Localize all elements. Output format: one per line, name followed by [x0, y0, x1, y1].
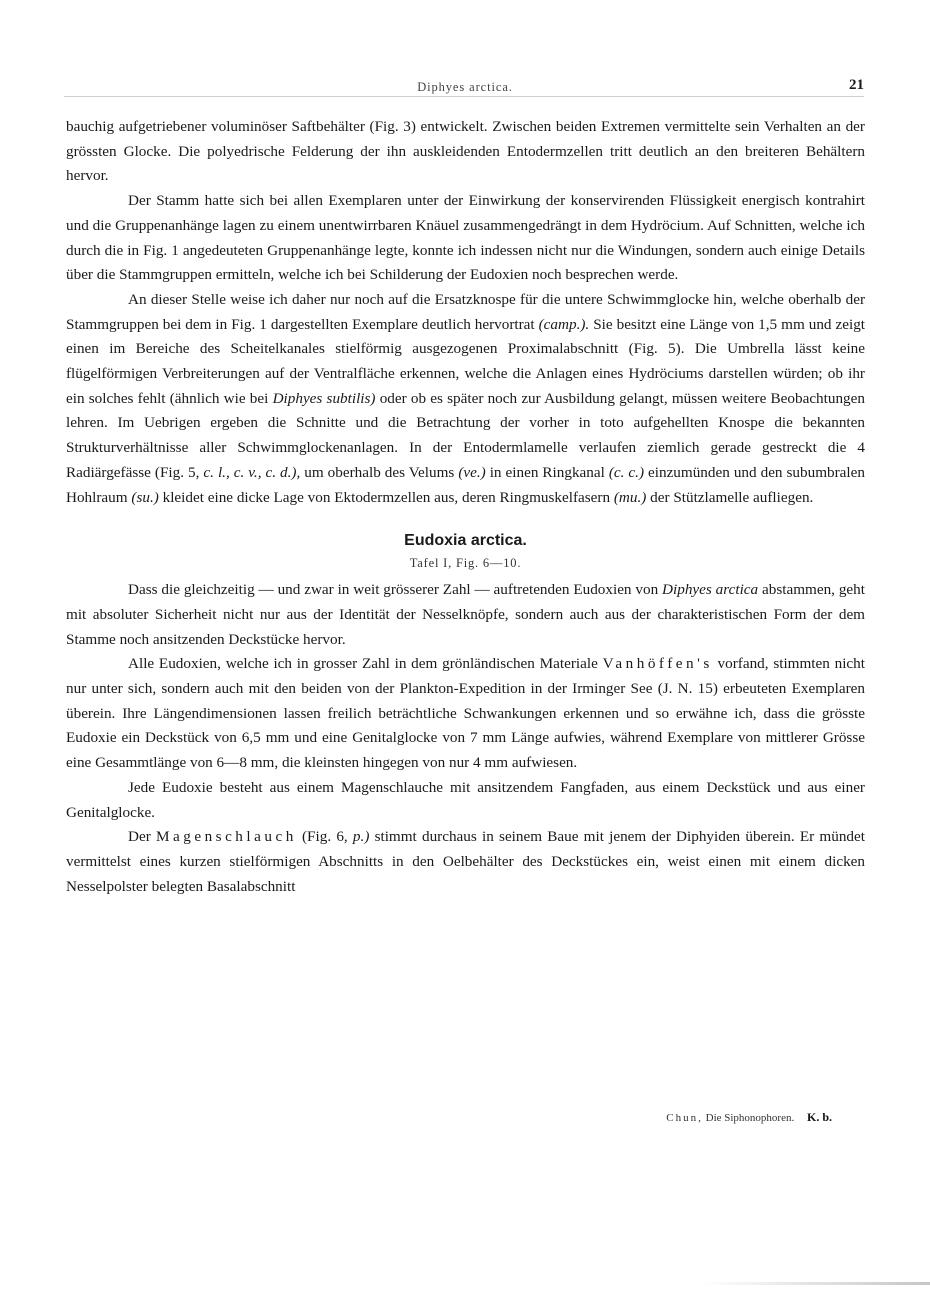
- paragraph-7: [66, 825, 865, 899]
- italic-run: (ve.): [458, 463, 486, 481]
- text-run: der Stützlamelle aufliegen.: [646, 488, 814, 506]
- running-title: Diphyes arctica.: [417, 80, 513, 94]
- text-run: um oberhalb des Velums: [300, 463, 459, 481]
- signature-title: Die Siphonophoren.: [705, 1112, 795, 1124]
- section-subheading: Tafel I, Fig. 6—10.: [409, 556, 522, 571]
- text-run: abstammen, geht mit absoluter Sicherheit nicht nur aus der Identität der Nesselknöpfe, sondern auch aus der charakteristischen Form der dem Stamme noch ansitzenden Deckstücke hervor.: [66, 581, 865, 648]
- text-run: oder ob es später noch zur Ausbildung gelangt, müssen weitere Beobachtungen lehren. Im Uebrigen ergeben die Schnitte und die Betrachtung der vorher in toto aufgehellten Knospe die bekannten Strukturverhältnisse aller Schwimmglockenanlagen. In der Entodermlamelle verlaufen ziemlich gerade gestreckt die 4 Radiärgefässe (Fig. 5,: [66, 389, 865, 481]
- text-run: Der: [128, 828, 156, 846]
- italic-run: (c. c.): [608, 463, 645, 481]
- text-run: kleidet eine dicke Lage von Ektodermzellen aus, deren Ringmuskelfasern: [158, 488, 614, 506]
- text-run: An dieser Stelle weise ich daher nur noch auf die Ersatzknospe für die untere Schwimmglocke hin, welche oberhalb der Stammgruppen bei dem in Fig. 1 dargestellten Exemplare deutlich hervortrat: [66, 290, 865, 333]
- signature-name: Chun,: [666, 1112, 703, 1124]
- paragraph-6: Jede Eudoxie besteht aus einem Magenschlauche mit ansitzendem Fangfaden, aus einem Deckstück und aus einer Genitalglocke.: [66, 778, 865, 821]
- italic-run: Diphyes subtilis): [272, 389, 376, 407]
- text-run: Alle Eudoxien, welche ich in grosser Zahl in dem grönländischen Materiale: [128, 655, 603, 673]
- paragraph-3: [66, 288, 865, 510]
- page-body: [66, 115, 865, 899]
- text-run: Dass die gleichzeitig — und zwar in weit grösserer Zahl — auftretenden Eudoxien von: [128, 581, 663, 599]
- signature-mark: [666, 1110, 832, 1125]
- text-run: stimmt durchaus in seinem Baue mit jenem der Diphyiden überein. Er mündet vermittelst eines kurzen stielförmigen Abschnitts in den Oelbehälter des Deckstückes ein, weist einen mit einem dicken Nesselpolster belegten Basalabschnitt: [66, 828, 865, 895]
- scan-edge-shadow: [700, 1282, 930, 1285]
- text-run: in einen Ringkanal: [485, 463, 609, 481]
- header-rule: [64, 96, 864, 97]
- italic-run: (camp.).: [538, 315, 590, 333]
- italic-run: p.): [352, 828, 370, 846]
- signature-sheet-mark: K. b.: [806, 1110, 832, 1124]
- page-number: 21: [849, 77, 864, 93]
- paragraph-4: [66, 578, 865, 652]
- spaced-run: Magenschlauch: [155, 828, 297, 846]
- text-run: (Fig. 6,: [296, 828, 353, 846]
- italic-run: (mu.): [613, 488, 647, 506]
- section-heading: Eudoxia arctica.: [404, 532, 527, 550]
- italic-run: c. l., c. v., c. d.),: [203, 463, 301, 481]
- italic-run: (su.): [131, 488, 159, 506]
- paragraph-1: bauchig aufgetriebener voluminöser Saftbehälter (Fig. 3) entwickelt. Zwischen beiden Extremen vermittelte sein Verhalten an der grössten Glocke. Die polyedrische Felderung der ihn auskleidenden Entodermzellen tritt deutlich an den breiteren Behältern hervor.: [66, 118, 865, 185]
- spaced-run: Vanhöffen's: [602, 655, 713, 673]
- paragraph-2: Der Stamm hatte sich bei allen Exemplaren unter der Einwirkung der konservirenden Flüssigkeit energisch kontrahirt und die Gruppenanhänge lagen zu einem unentwirrbaren Knäuel zusammengedrängt in dem Hydröcium. Auf Schnitten, welche ich durch die in Fig. 1 angedeuteten Gruppenanhänge legte, konnte ich indessen nicht nur die Windungen, sondern auch einige Details über die Stammgruppen ermitteln, welche ich bei Schilderung der Eudoxien noch besprechen werde.: [66, 192, 865, 284]
- text-run: einzumünden und den subumbralen Hohlraum: [66, 463, 865, 506]
- paragraph-5: [66, 652, 865, 776]
- text-run: vorfand, stimmten nicht nur unter sich, sondern auch mit den beiden von der Plankton-Expedition in der Irminger See (J. N. 15) erbeuteten Exemplaren überein. Ihre Längendimensionen lassen freilich beträchtliche Schwankungen erkennen und so erwähne ich, dass die grösste Eudoxie ein Deckstück von 6,5 mm und eine Genitalglocke von 7 mm Länge aufwies, während Exemplare von mittlerer Grösse eine Gesammtlänge von 6—8 mm, die kleinsten hingegen von nur 4 mm aufwiesen.: [66, 655, 865, 772]
- italic-run: Diphyes arctica: [662, 581, 759, 599]
- text-run: Sie besitzt eine Länge von 1,5 mm und zeigt einen im Bereiche des Scheitelkanales stielförmig ausgezogenen Proximalabschnitt (Fig. 5). Die Umbrella lässt keine flügelförmigen Verbreiterungen auf der Ventralfläche erkennen, welche die Anlagen eines Hydröciums darstellen würden; ob ihr ein solches fehlt (ähnlich wie bei: [66, 315, 866, 407]
